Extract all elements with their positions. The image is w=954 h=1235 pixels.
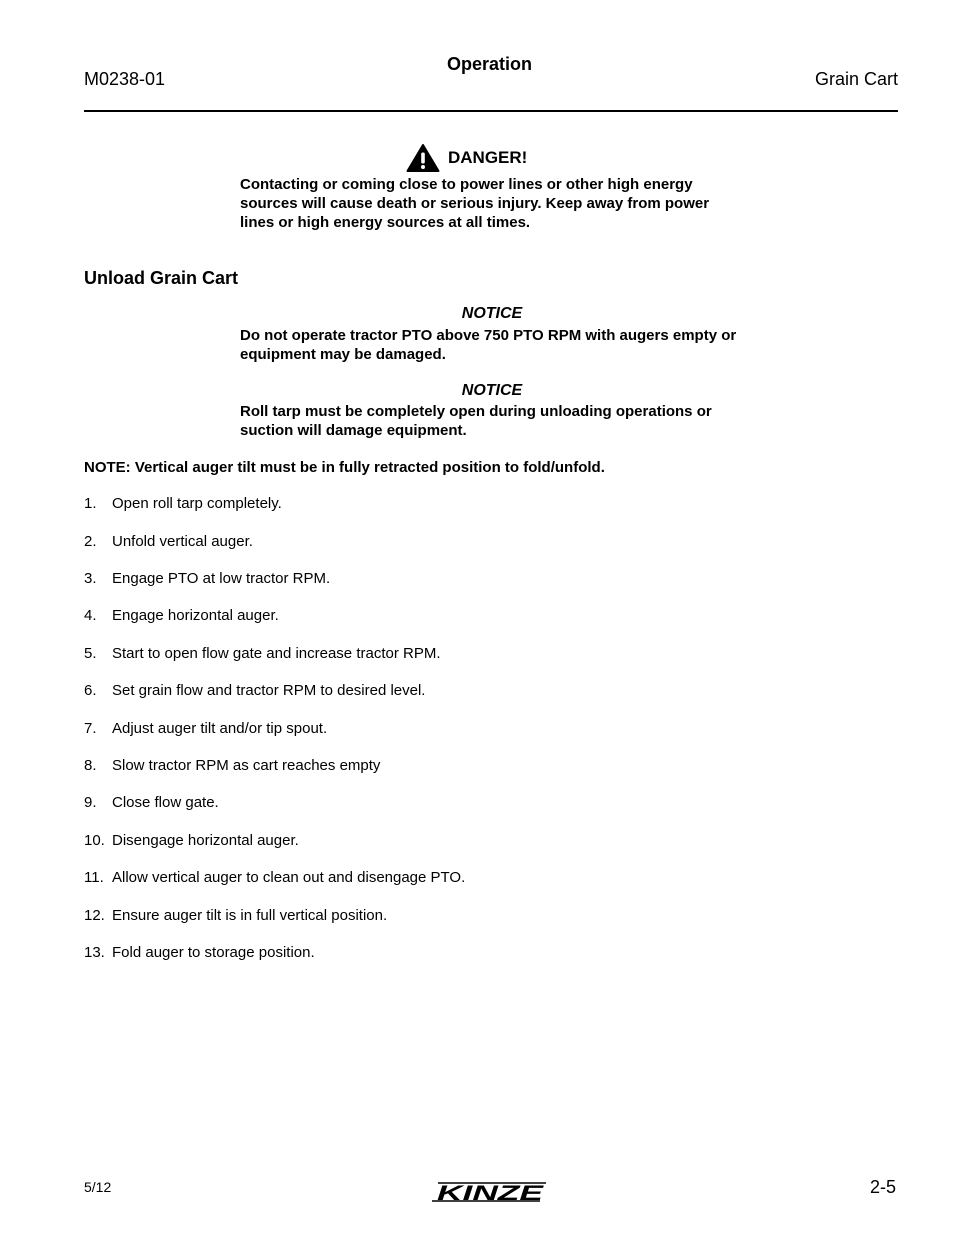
- list-item: [84, 906, 784, 926]
- step-number: 12.: [84, 907, 105, 924]
- step-text: Start to open flow gate and increase tractor RPM.: [112, 645, 441, 662]
- page-number: 2-5: [869, 1177, 896, 1197]
- step-number: 2.: [84, 533, 97, 550]
- step-number: 6.: [84, 682, 97, 699]
- notice-message: Roll tarp must be completely open during unloading operations or suction will damage equipment.: [240, 403, 712, 439]
- step-text: Engage PTO at low tractor RPM.: [112, 570, 331, 587]
- step-number: 8.: [84, 757, 97, 774]
- notice-title: NOTICE: [461, 305, 523, 322]
- note-text: NOTE: Vertical auger tilt must be in fully retracted position to fold/unfold.: [84, 459, 605, 476]
- warning-triangle-icon: [406, 143, 440, 173]
- list-item: [84, 943, 784, 963]
- step-number: 5.: [84, 645, 97, 662]
- notice-title: NOTICE: [461, 382, 523, 399]
- step-number: 10.: [84, 832, 105, 849]
- list-item: [84, 793, 784, 813]
- list-item: [84, 606, 784, 626]
- step-text: Slow tractor RPM as cart reaches empty: [112, 757, 381, 774]
- list-item: [84, 569, 784, 589]
- step-number: 11.: [84, 869, 104, 886]
- step-number: 13.: [84, 944, 105, 961]
- step-text: Adjust auger tilt and/or tip spout.: [112, 720, 328, 737]
- danger-heading: [406, 143, 527, 173]
- step-text: Open roll tarp completely.: [112, 495, 282, 512]
- step-number: 3.: [84, 570, 97, 587]
- step-text: Unfold vertical auger.: [112, 533, 253, 550]
- danger-title: DANGER!: [448, 148, 528, 167]
- step-text: Close flow gate.: [112, 794, 219, 811]
- step-number: 1.: [84, 495, 97, 512]
- section-heading: Unload Grain Cart: [84, 268, 239, 288]
- list-item: [84, 494, 784, 514]
- step-number: 9.: [84, 794, 97, 811]
- revision-date: 5/12: [84, 1179, 112, 1195]
- kinze-logo: [430, 1176, 550, 1206]
- svg-text:KINZE: KINZE: [437, 1182, 545, 1205]
- step-number: 7.: [84, 720, 97, 737]
- list-item: [84, 756, 784, 776]
- step-text: Set grain flow and tractor RPM to desired level.: [112, 682, 426, 699]
- list-item: [84, 532, 784, 552]
- step-text: Ensure auger tilt is in full vertical position.: [112, 907, 388, 924]
- list-item: [84, 644, 784, 664]
- list-item: [84, 719, 784, 739]
- step-text: Fold auger to storage position.: [112, 944, 315, 961]
- notice-message: Do not operate tractor PTO above 750 PTO RPM with augers empty or equipment may be damaged.: [240, 327, 737, 363]
- step-text: Allow vertical auger to clean out and disengage PTO.: [112, 869, 466, 886]
- list-item: [84, 831, 784, 851]
- step-text: Engage horizontal auger.: [112, 607, 279, 624]
- step-number: 4.: [84, 607, 97, 624]
- product-name: Grain Cart: [814, 69, 898, 89]
- danger-message: Contacting or coming close to power lines or other high energy sources will cause death or serious injury. Keep away from power lines or high energy sources at all times.: [240, 176, 710, 231]
- list-item: [84, 681, 784, 701]
- document-id: M0238-01: [84, 69, 166, 89]
- list-item: [84, 868, 784, 888]
- section-title: Operation: [446, 54, 532, 74]
- step-text: Disengage horizontal auger.: [112, 832, 299, 849]
- header-divider: [84, 110, 898, 112]
